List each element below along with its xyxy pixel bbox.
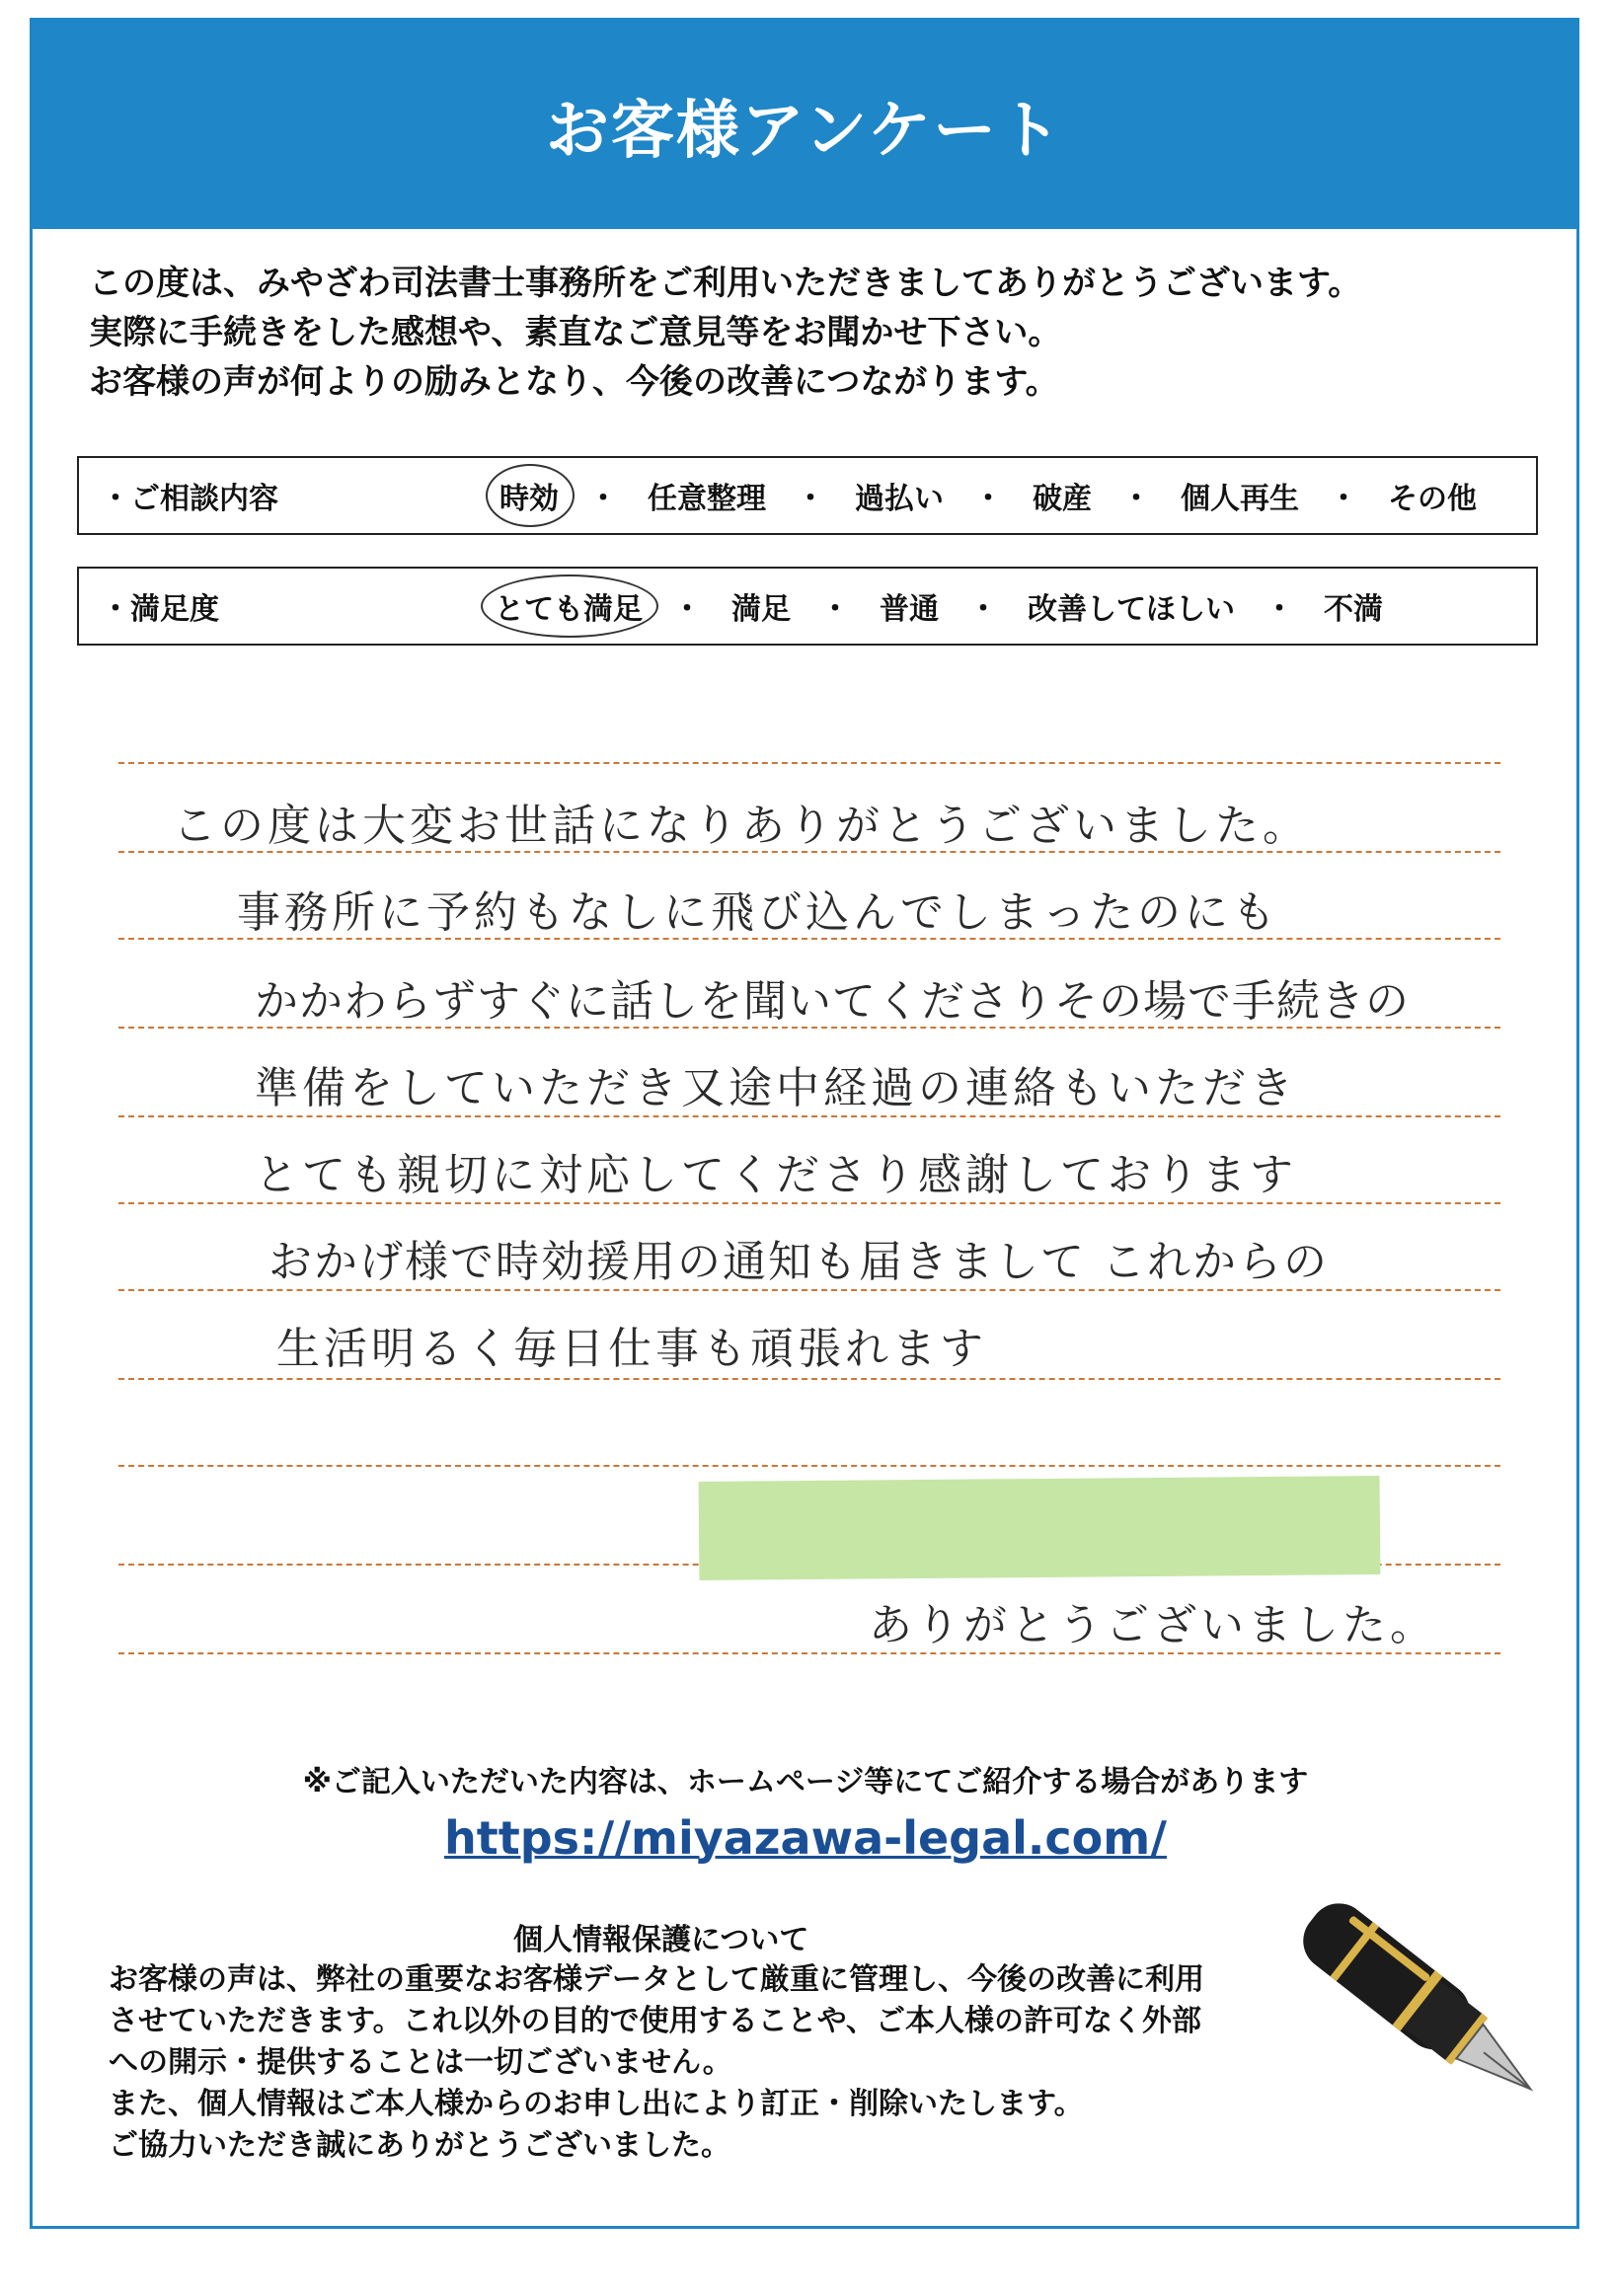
privacy-line: させていただきます。これ以外の目的で使用することや、ご本人様の許可なく外部 — [109, 2004, 1201, 2038]
satisfaction-options — [489, 584, 1389, 628]
ruled-line — [118, 1378, 1500, 1380]
consultation-label: ・ご相談内容 — [101, 482, 278, 516]
intro-line: 実際に手続きをした感想や、素直なご意見等をお聞かせ下さい。 — [89, 313, 1062, 352]
handwritten-closing: ありがとうございました。 — [869, 1600, 1437, 1650]
handwritten-line: とても親切に対応してくださり感謝しております — [255, 1150, 1297, 1200]
handwritten-line: この度は大変お世話になりありがとうございました。 — [173, 801, 1310, 851]
consultation-option[interactable]: 個人再生 — [1181, 482, 1299, 516]
website-url[interactable]: https://miyazawa-legal.com/ — [444, 1811, 1167, 1865]
survey-header — [33, 21, 1576, 229]
intro-line: お客様の声が何よりの励みとなり、今後の改善につながります。 — [89, 362, 1059, 402]
satisfaction-label: ・満足度 — [101, 592, 219, 627]
privacy-title: 個人情報保護について — [513, 1923, 809, 1957]
consultation-option[interactable]: 任意整理 — [648, 482, 766, 516]
satisfaction-option[interactable]: 満足 — [731, 592, 791, 627]
separator: ・ — [588, 482, 618, 516]
satisfaction-option[interactable]: 普通 — [880, 592, 939, 627]
consultation-option[interactable]: 過払い — [855, 482, 944, 516]
publication-notice: ※ご記入いただいた内容は、ホームページ等にてご紹介する場合があります — [302, 1765, 1309, 1799]
separator: ・ — [968, 592, 998, 627]
consultation-box — [77, 456, 1538, 535]
handwritten-line: 事務所に予約もなしに飛び込んでしまったのにも — [237, 887, 1279, 938]
consultation-option[interactable]: その他 — [1388, 482, 1477, 516]
ruled-line — [118, 1465, 1500, 1467]
satisfaction-box — [77, 567, 1538, 646]
handwritten-line: かかわらずすぐに話しを聞いてくださりその場で手続きの — [255, 976, 1410, 1027]
privacy-line: また、個人情報はご本人様からのお申し出により訂正・削除いたします。 — [109, 2087, 1084, 2121]
satisfaction-option-selected[interactable]: とても満足 — [489, 584, 649, 628]
intro-text — [89, 259, 1530, 407]
consultation-option-selected[interactable]: 時効 — [494, 474, 565, 517]
ruled-line — [118, 762, 1500, 764]
handwritten-line: 生活明るく毎日仕事も頑張れます — [276, 1324, 987, 1374]
separator: ・ — [796, 482, 825, 516]
handwritten-line: おかげ様で時効援用の通知も届きまして これからの — [268, 1237, 1329, 1287]
ruled-line — [118, 1289, 1500, 1291]
satisfaction-option[interactable]: 不満 — [1324, 592, 1383, 627]
privacy-line: への開示・提供することは一切ございません。 — [109, 2045, 732, 2080]
ruled-line — [118, 1202, 1500, 1204]
separator: ・ — [820, 592, 850, 627]
privacy-line: お客様の声は、弊社の重要なお客様データとして厳重に管理し、今後の改善に利用 — [109, 1962, 1204, 1997]
intro-line: この度は、みやざわ司法書士事務所をご利用いただきましてありがとうございます。 — [89, 264, 1362, 303]
separator: ・ — [1121, 482, 1151, 516]
redaction-tape — [699, 1476, 1381, 1580]
survey-title: お客様アンケート — [545, 94, 1064, 168]
ruled-line — [118, 1115, 1500, 1117]
separator: ・ — [1265, 592, 1294, 627]
consultation-option[interactable]: 破産 — [1033, 482, 1092, 516]
separator: ・ — [973, 482, 1003, 516]
satisfaction-option[interactable]: 改善してほしい — [1028, 592, 1235, 627]
consultation-options — [494, 474, 1483, 517]
fountain-pen-icon — [1293, 1856, 1550, 2152]
separator: ・ — [672, 592, 702, 627]
handwritten-line: 準備をしていただき又途中経過の連絡もいただき — [255, 1063, 1297, 1113]
ruled-line — [118, 1652, 1500, 1654]
privacy-text — [109, 1959, 1342, 2167]
privacy-line: ご協力いただき誠にありがとうございました。 — [109, 2128, 730, 2163]
separator: ・ — [1329, 482, 1358, 516]
